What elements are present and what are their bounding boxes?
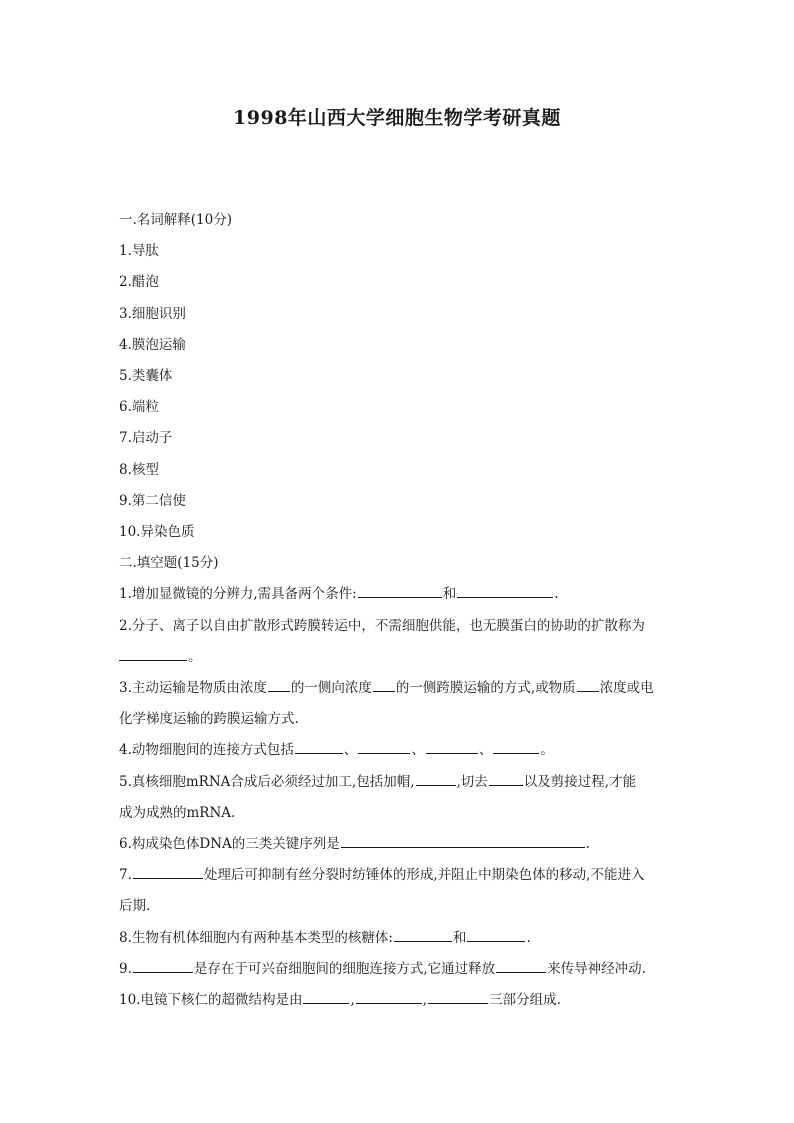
answer-blank: [496, 958, 546, 973]
q5-text-c: 以及剪接过程,才能: [523, 773, 637, 790]
fill-question-3: [119, 673, 679, 704]
term-item-5: 5.类囊体: [119, 368, 173, 385]
q1-text-b: 和: [442, 586, 457, 603]
fill-question-7: [119, 860, 679, 891]
fill-question-6: [119, 829, 679, 860]
fill-question-10: [119, 985, 679, 1016]
q1-text-c: .: [554, 586, 559, 603]
fill-question-1: [119, 579, 679, 610]
answer-blank: [489, 771, 523, 786]
q3-text-a: 3.主动运输是物质由浓度: [119, 680, 267, 697]
answer-blank: [303, 989, 349, 1004]
q10-text-a: 10.电镜下核仁的超微结构是由: [119, 992, 303, 1009]
q6-text-a: 6.构成染色体DNA的三类关键序列是: [119, 836, 340, 853]
q1-text-a: 1.增加显微镜的分辨力,需具备两个条件:: [119, 586, 357, 603]
answer-blank: [358, 583, 442, 598]
answer-blank: [373, 677, 395, 692]
fill-question-9: [119, 954, 679, 985]
term-item-10: 10.异染色质: [119, 524, 195, 541]
fill-question-3-cont: 化学梯度运输的跨膜运输方式.: [119, 711, 299, 728]
q7-text-b: 处理后可抑制有丝分裂时纺锤体的形成,并阻止中期染色体的移动,不能进入: [203, 867, 645, 884]
term-item-1: 1.导肽: [119, 243, 159, 260]
q5-text-b: ,切去: [456, 773, 488, 790]
q4-sep: 、: [343, 742, 358, 759]
answer-blank: [577, 677, 599, 692]
fill-question-8: [119, 923, 679, 954]
q9-text-b: 是存在于可兴奋细胞间的细胞连接方式,它通过释放: [193, 960, 496, 977]
q10-sep: ,: [350, 992, 355, 1009]
q3-text-d: 浓度或电: [599, 680, 654, 697]
answer-blank: [268, 677, 290, 692]
answer-blank: [133, 864, 203, 879]
q8-end: .: [526, 929, 531, 946]
q10-sep: ,: [422, 992, 428, 1009]
q5-text-a: 5.真核细胞mRNA合成后必须经过加工,包括加帽,: [119, 773, 415, 790]
term-item-4: 4.膜泡运输: [119, 336, 186, 353]
q4-sep: 、: [411, 742, 425, 759]
answer-blank: [428, 989, 488, 1004]
fill-question-5: [119, 767, 679, 798]
q9-text-c: 来传导神经冲动.: [547, 960, 646, 977]
q7-text-a: 7.: [119, 867, 132, 884]
answer-blank: [416, 771, 456, 786]
term-item-3: 3.细胞识别: [119, 305, 186, 322]
answer-blank: [426, 739, 478, 754]
q3-text-c: 的一侧跨膜运输的方式,或物质: [395, 680, 576, 697]
answer-blank: [133, 958, 193, 973]
answer-blank: [341, 833, 585, 848]
q6-end: .: [585, 836, 591, 853]
q8-text-b: 和: [452, 929, 467, 946]
answer-blank: [493, 739, 539, 754]
fill-question-4: [119, 735, 679, 766]
q8-text-a: 8.生物有机体细胞内有两种基本类型的核糖体:: [119, 929, 393, 946]
q3-text-b: 的一侧向浓度: [290, 680, 372, 697]
q4-end: 。: [540, 742, 554, 759]
exam-content: [119, 205, 679, 1016]
term-item-8: 8.核型: [119, 461, 159, 478]
answer-blank: [356, 989, 422, 1004]
answer-blank: [467, 927, 525, 942]
fill-question-2-cont: [119, 642, 679, 673]
fill-question-7-cont: 后期.: [119, 898, 151, 915]
q4-sep: 、: [478, 742, 493, 759]
answer-blank: [358, 739, 410, 754]
page-title: 1998年山西大学细胞生物学考研真题: [233, 107, 561, 129]
answer-blank: [119, 646, 187, 661]
q9-text-a: 9.: [119, 960, 132, 977]
answer-blank: [394, 927, 452, 942]
q10-text-c: 三部分组成.: [489, 992, 561, 1009]
section1-heading: 一.名词解释(10分): [119, 212, 233, 228]
q2-end: 。: [188, 648, 202, 665]
answer-blank: [295, 739, 343, 754]
fill-question-2: 2.分子、离子以自由扩散形式跨膜转运中，不需细胞供能，也无膜蛋白的协助的扩散称为: [119, 617, 645, 634]
fill-question-5-cont: 成为成熟的mRNA.: [119, 804, 236, 821]
term-item-9: 9.第二信使: [119, 492, 186, 509]
term-item-7: 7.启动子: [119, 430, 173, 447]
q4-text-a: 4.动物细胞间的连接方式包括: [119, 742, 294, 759]
section2-heading: 二.填空题(15分): [119, 555, 219, 572]
term-item-6: 6.端粒: [119, 399, 159, 416]
term-item-2: 2.醋泡: [119, 274, 159, 291]
answer-blank: [457, 583, 553, 598]
